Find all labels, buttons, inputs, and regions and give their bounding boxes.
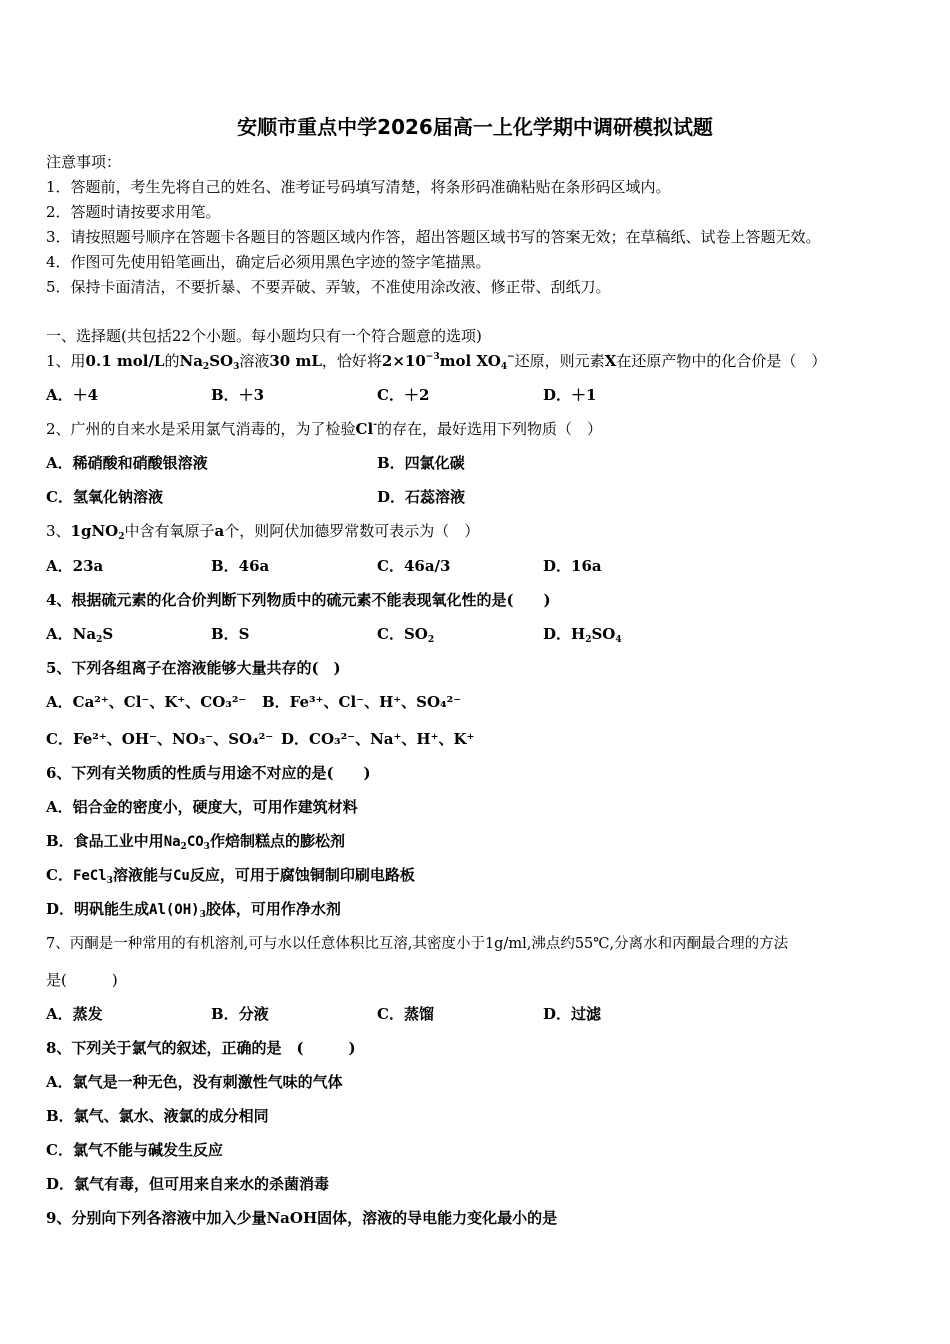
- q7-option-b: B．分液: [211, 1005, 269, 1023]
- notice-item: 1．答题前，考生先将自己的姓名、准考证号码填写清楚，将条形码准确粘贴在条形码区域内。: [46, 178, 671, 196]
- q2-option-b: B．四氯化碳: [377, 454, 465, 472]
- question-1-stem: 1、用0.1 mol/L的$Na_2SO_3$溶液30 mL，恰好将$2\times 10^{-3}mol$ $XO_4^-$还原，则元素X在还原产物中的化合价是（ ）: [46, 352, 827, 372]
- q7-option-d: D．过滤: [543, 1005, 602, 1023]
- q5-option-a: A．Ca²⁺、Cl⁻、K⁺、CO₃²⁻: [46, 693, 247, 711]
- question-6-stem: 6、下列有关物质的性质与用途不对应的是( ): [46, 764, 371, 782]
- question-7-stem-cont: 是( ): [46, 971, 118, 989]
- notice-item: 5．保持卡面清洁，不要折暴、不要弄破、弄皱，不准使用涂改液、修正带、刮纸刀。: [46, 278, 611, 296]
- q3-option-a: A．23a: [46, 557, 104, 575]
- q1-option-b: B．＋3: [211, 386, 265, 404]
- q3-option-c: C．46a/3: [377, 557, 451, 575]
- q6-option-d: D．明矾能生成$Al(OH)_3$胶体，可用作净水剂: [46, 900, 341, 920]
- question-5-stem: 5、下列各组离子在溶液能够大量共存的( ): [46, 659, 341, 677]
- q1-option-d: D．＋1: [543, 386, 597, 404]
- q5-option-c: C．Fe²⁺、OH⁻、NO₃⁻、SO₄²⁻: [46, 730, 274, 748]
- section-header: 一、选择题(共包括22个小题。每小题均只有一个符合题意的选项): [46, 327, 482, 345]
- q1-option-a: A．＋4: [46, 386, 99, 404]
- q2-option-c: C．氢氧化钠溶液: [46, 488, 163, 506]
- q8-option-d: D．氯气有毒，但可用来自来水的杀菌消毒: [46, 1175, 330, 1193]
- q6-option-b: B．食品工业中用$Na_2CO_3$作焙制糕点的膨松剂: [46, 832, 345, 852]
- q6-option-a: A．铝合金的密度小，硬度大，可用作建筑材料: [46, 798, 358, 816]
- q2-option-a: A．稀硝酸和硝酸银溶液: [46, 454, 208, 472]
- question-3-stem: 3、1gNO$_2$中含有氧原子a个，则阿伏加德罗常数可表示为（ ）: [46, 522, 480, 542]
- q4-option-d: D．$H_2SO_4$: [543, 625, 622, 645]
- q3-option-d: D．16a: [543, 557, 602, 575]
- question-8-stem: 8、下列关于氯气的叙述，正确的是 ( ): [46, 1039, 356, 1057]
- exam-title: 安顺市重点中学2026届高一上化学期中调研模拟试题: [237, 115, 713, 139]
- q8-option-b: B．氯气、氯水、液氯的成分相同: [46, 1107, 269, 1125]
- q6-option-c: C．FeCl$_3$溶液能与Cu反应，可用于腐蚀铜制印刷电路板: [46, 866, 415, 886]
- q7-option-c: C．蒸馏: [377, 1005, 434, 1023]
- q4-option-c: C．$SO_2$: [377, 625, 435, 645]
- q7-option-a: A．蒸发: [46, 1005, 103, 1023]
- q4-option-a: A．$Na_2S$: [46, 625, 114, 645]
- q4-option-b: B．S: [211, 625, 250, 643]
- q2-option-d: D．石蕊溶液: [377, 488, 466, 506]
- notice-item: 3．请按照题号顺序在答题卡各题目的答题区域内作答，超出答题区域书写的答案无效；在草稿纸、试卷上答题无效。: [46, 228, 821, 246]
- q5-option-d: D．CO₃²⁻、Na⁺、H⁺、K⁺: [281, 730, 475, 748]
- q8-option-c: C．氯气不能与碱发生反应: [46, 1141, 223, 1159]
- question-7-stem: 7、丙酮是一种常用的有机溶剂,可与水以任意体积比互溶,其密度小于1g/ml,沸点约55℃,分离水和丙酮最合理的方法: [46, 936, 789, 952]
- q5-option-b: B．Fe³⁺、Cl⁻、H⁺、SO₄²⁻: [262, 693, 462, 711]
- notice-item: 4．作图可先使用铅笔画出，确定后必须用黑色字迹的签字笔描黑。: [46, 253, 491, 271]
- question-9-stem: 9、分别向下列各溶液中加入少量NaOH固体，溶液的导电能力变化最小的是: [46, 1209, 558, 1227]
- q8-option-a: A．氯气是一种无色，没有刺激性气味的气体: [46, 1073, 343, 1091]
- question-2-stem: 2、广州的自来水是采用氯气消毒的，为了检验Cl-的存在，最好选用下列物质（ ）: [46, 420, 602, 438]
- notice-heading: 注意事项：: [46, 153, 122, 171]
- notice-item: 2．答题时请按要求用笔。: [46, 203, 221, 221]
- q1-option-c: C．＋2: [377, 386, 430, 404]
- question-4-stem: 4、根据硫元素的化合价判断下列物质中的硫元素不能表现氧化性的是( ): [46, 591, 551, 609]
- q3-option-b: B．46a: [211, 557, 270, 575]
